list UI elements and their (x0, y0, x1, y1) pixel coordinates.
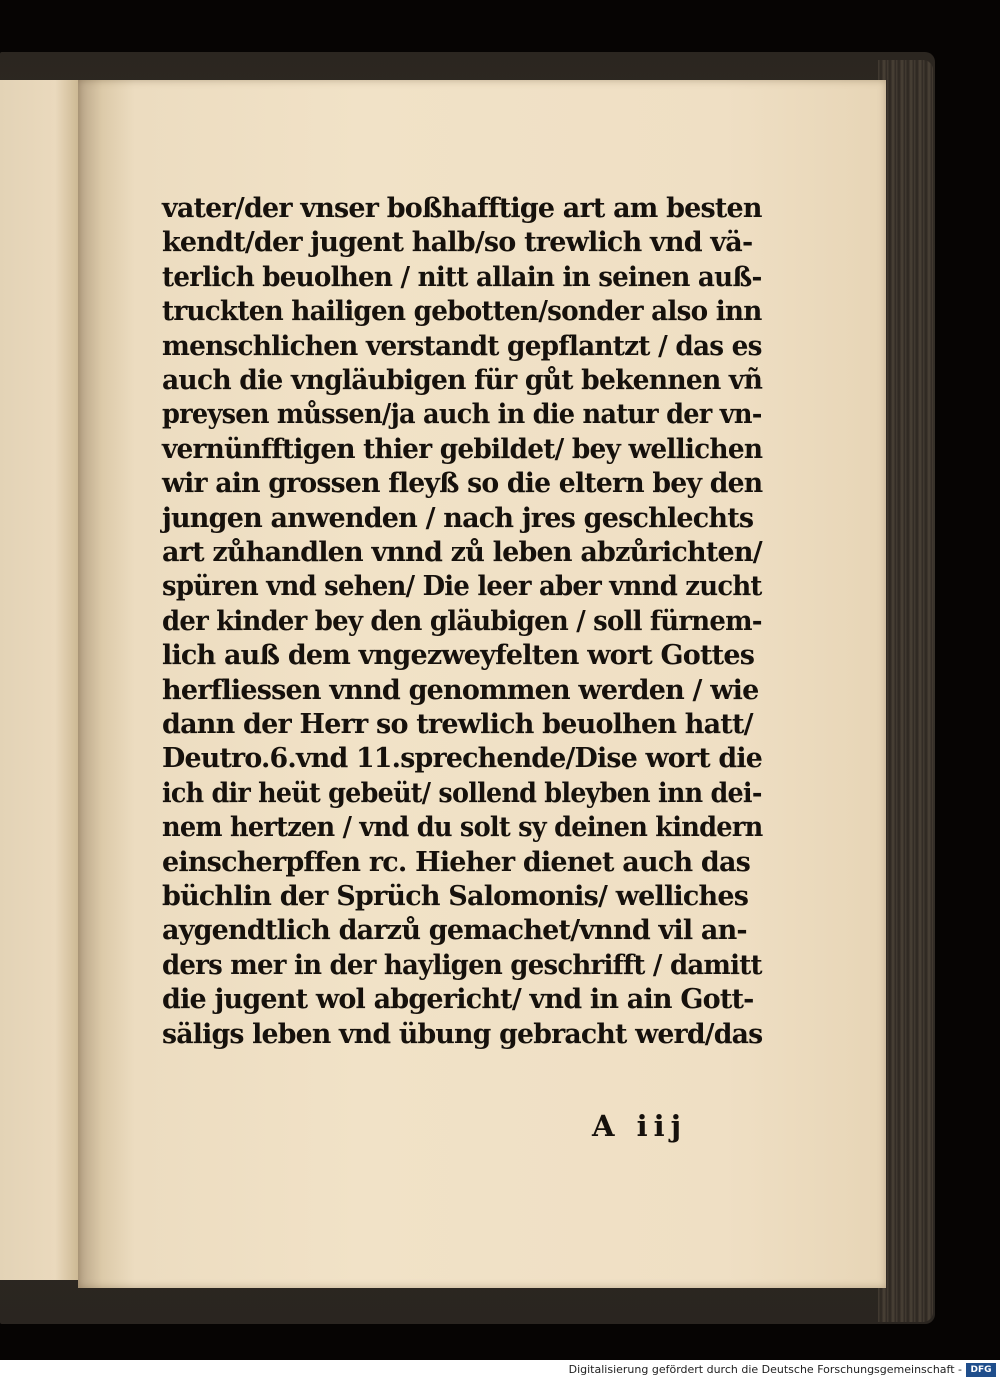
text-line: säligs leben vnd übung gebracht werd/das (162, 1018, 763, 1050)
text-line: lich auß dem vngezweyfelten wort Gottes (162, 640, 755, 672)
text-line: büchlin der Sprüch Salomonis/ welliches (162, 881, 749, 913)
page-text (162, 192, 762, 1052)
text-line: terlich beuolhen / nitt allain in seinen auß- (162, 261, 762, 293)
text-line: kendt/der jugent halb/so trewlich vnd vä- (162, 227, 753, 259)
footer-bar (0, 1360, 1000, 1382)
text-line: jungen anwenden / nach jres geschlechts (162, 502, 754, 534)
dfg-logo: DFG (966, 1363, 996, 1377)
book-cover-edge (878, 60, 933, 1322)
text-line: vernünfftigen thier gebildet/ bey wellichen (162, 433, 763, 465)
text-line: preysen můssen/ja auch in die natur der vn- (162, 399, 762, 431)
text-line: der kinder bey den gläubigen / soll fürnem- (162, 605, 762, 637)
text-line: ders mer in der hayligen geschrifft / damitt (162, 949, 762, 981)
text-line: nem hertzen / vnd du solt sy deinen kindern (162, 812, 763, 844)
text-line: die jugent wol abgericht/ vnd in ain Gott- (162, 984, 754, 1016)
text-line: truckten hailigen gebotten/sonder also inn (162, 296, 762, 328)
text-line: ich dir heüt gebeüt/ sollend bleyben inn dei- (162, 777, 762, 809)
text-line: herfliessen vnnd genommen werden / wie (162, 674, 759, 706)
text-line: spüren vnd sehen/ Die leer aber vnnd zucht (162, 571, 762, 603)
text-line: vater/der vnser boßhafftige art am besten (162, 193, 762, 224)
signature-mark: A iij (592, 1109, 688, 1143)
text-line: art zůhandlen vnnd zů leben abzůrichten/ (162, 537, 762, 569)
text-line: menschlichen verstandt gepflantzt / das es (162, 330, 762, 362)
text-line: auch die vngläubigen für gůt bekennen vñ (162, 365, 763, 397)
text-line: Deutro.6.vnd 11.sprechende/Dise wort die (162, 743, 763, 775)
text-line: wir ain grossen fleyß so die eltern bey den (162, 468, 763, 500)
text-line: einscherpffen rc. Hieher dienet auch das (162, 846, 751, 878)
funding-credit: Digitalisierung gefördert durch die Deutsche Forschungsgemeinschaft - (568, 1363, 962, 1376)
text-line: aygendtlich darzů gemachet/vnnd vil an- (162, 915, 747, 947)
text-line: dann der Herr so trewlich beuolhen hatt/ (162, 709, 753, 741)
